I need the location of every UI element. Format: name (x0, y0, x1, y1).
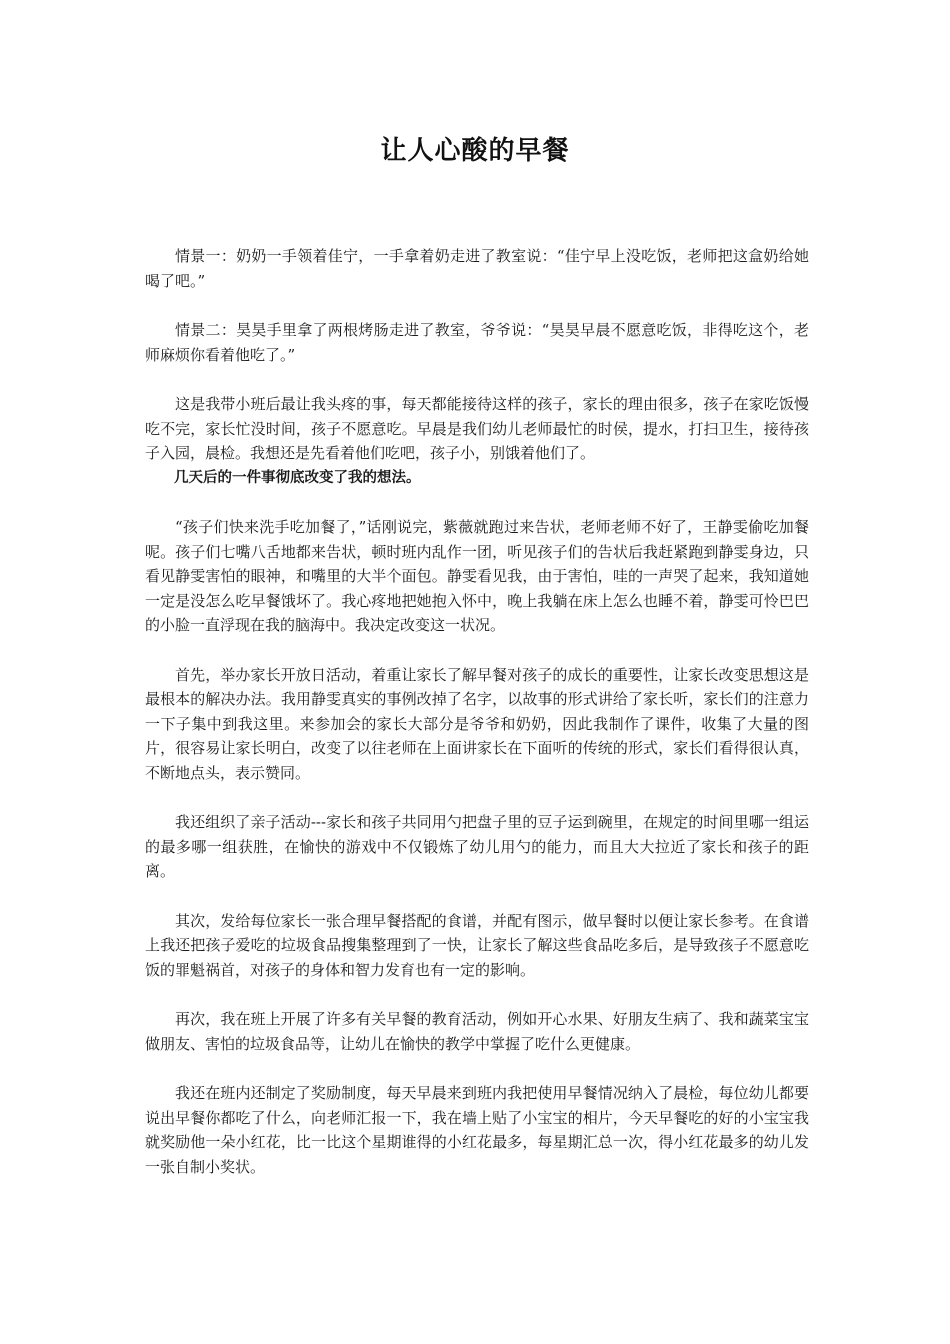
paragraph-third-measure: 再次，我在班上开展了许多有关早餐的教育活动，例如开心水果、好朋友生病了、我和蔬菜宝宝做朋友、害怕的垃圾食品等，让幼儿在愉快的教学中掌握了吃什么更健康。 (145, 1010, 809, 1053)
paragraph-scene-one: 情景一：奶奶一手领着佳宁，一手拿着奶走进了教室说：“佳宁早上没吃饭，老师把这盒奶给她喝了吧。” (145, 247, 809, 290)
paragraph-turning-point: 几天后的一件事彻底改变了我的想法。 (174, 469, 421, 486)
paragraph-second-measure: 其次，发给每位家长一张合理早餐搭配的食谱，并配有图示，做早餐时以便让家长参考。在食谱上我还把孩子爱吃的垃圾食品搜集整理到了一快，让家长了解这些食品吃多后，是导致孩子不愿意吃饭的罪魁祸首，对孩子的身体和智力发育也有一定的影响。 (145, 911, 809, 979)
paragraph-scene-two: 情景二：昊昊手里拿了两根烤肠走进了教室，爷爷说：“昊昊早晨不愿意吃饭，非得吃这个，老师麻烦你看着他吃了。” (145, 321, 809, 364)
paragraph-reward-system: 我还在班内还制定了奖励制度，每天早晨来到班内我把使用早餐情况纳入了晨检，每位幼儿都要说出早餐你都吃了什么，向老师汇报一下，我在墙上贴了小宝宝的相片，今天早餐吃的好的小宝宝我就奖励他一朵小红花，比一比这个星期谁得的小红花最多，每星期汇总一次，得小红花最多的幼儿发一张自制小奖状。 (145, 1084, 809, 1176)
document-title: 让人心酸的早餐 (380, 136, 570, 166)
paragraph-first-measure: 首先，举办家长开放日活动，着重让家长了解早餐对孩子的成长的重要性，让家长改变思想这是最根本的解决办法。我用静雯真实的事例改掉了名字，以故事的形式讲给了家长听，家长们的注意力一下子集中到我这里。来参加会的家长大部分是爷爷和奶奶，因此我制作了课件，收集了大量的图片，很容易让家长明白，改变了以往老师在上面讲家长在下面听的传统的形式，家长们看得很认真，不断地点头，表示赞同。 (145, 665, 809, 782)
paragraph-headache: 这是我带小班后最让我头疼的事，每天都能接待这样的孩子，家长的理由很多，孩子在家吃饭慢吃不完，家长忙没时间，孩子不愿意吃。早晨是我们幼儿老师最忙的时侯，提水，打扫卫生，接待孩子入园，晨检。我想还是先看着他们吃吧，孩子小，别饿着他们了。 (145, 395, 809, 462)
paragraph-parent-child-activity: 我还组织了亲子活动---家长和孩子共同用勺把盘子里的豆子运到碗里，在规定的时间里哪一组运的最多哪一组获胜，在愉快的游戏中不仅锻炼了幼儿用勺的能力，而且大大拉近了家长和孩子的距离。 (145, 813, 809, 880)
paragraph-incident: “孩子们快来洗手吃加餐了，”话刚说完，紫薇就跑过来告状，老师老师不好了，王静雯偷吃加餐呢。孩子们七嘴八舌地都来告状，顿时班内乱作一团，听见孩子们的告状后我赶紧跑到静雯身边，只看见静雯害怕的眼神，和嘴里的大半个面包。静雯看见我，由于害怕，哇的一声哭了起来，我知道她一定是没怎么吃早餐饿坏了。我心疼地把她抱入怀中，晚上我躺在床上怎么也睡不着，静雯可怜巴巴的小脸一直浮现在我的脑海中。我决定改变这一状况。 (145, 518, 809, 634)
document-body (145, 244, 809, 1204)
